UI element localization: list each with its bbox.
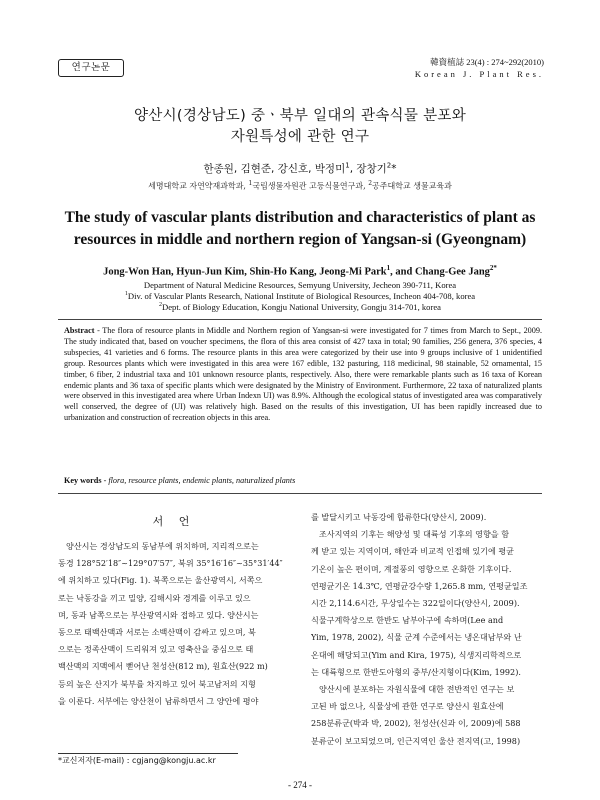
korean-author-sup-a: 1	[345, 161, 350, 170]
english-title-line-1: The study of vascular plants distribution and characteristics of plant as	[64, 209, 536, 226]
body-line: 으로는 정족산맥이 드리워져 있고 영축산을 중심으로 태	[58, 644, 254, 655]
korean-authors	[60, 161, 540, 176]
body-line: 백산맥의 지맥에서 뻗어난 천성산(812 m), 원효산(922 m)	[58, 661, 268, 672]
body-line: 동경 128°52′18″~129°07′57″, 북위 35°16′16″~35°31′44″	[58, 558, 283, 569]
english-affil-text-3: Dept. of Biology Education, Kongju National University, Gongju 314-701, korea	[162, 302, 441, 312]
body-line: 258분류군(박과 박, 2002), 천성산(신과 이, 2009)에 588	[311, 718, 521, 729]
korean-affil-sup-1: 1	[248, 180, 253, 187]
article-type-badge: 연구논문	[58, 59, 124, 77]
english-affiliation-1: Department of Natural Medicine Resources, Semyung University, Jecheon 390-711, Korea	[143, 280, 457, 290]
korean-affiliations	[60, 180, 540, 192]
corresponding-star: *	[391, 163, 397, 175]
body-line: 기온이 높은 편이며, 계절풍의 영향으로 온화한 기후이다.	[311, 563, 512, 574]
body-line: 양산시에 분포하는 자원식물에 대한 전반적인 연구는 보	[319, 684, 515, 695]
body-line: 시간 2,114.6시간, 무상일수는 322일이다(양산시, 2009).	[311, 598, 520, 609]
body-line: 고된 바 없으나, 식물상에 관한 연구로 양산시 원효산에	[311, 701, 504, 712]
korean-affil-1: 세명대학교 자연약재과학과,	[148, 181, 249, 191]
page-number: - 274 -	[288, 780, 312, 790]
english-affil-sup-2: 1	[124, 291, 128, 298]
english-affiliation-3	[60, 302, 540, 312]
english-title-line-2: resources in middle and northern region of Yangsan-si (Gyeongnam)	[73, 231, 527, 248]
footnote-rule	[58, 753, 238, 754]
body-line: 등의 높은 산지가 북부를 차지하고 있어 북고남저의 지형	[58, 678, 256, 689]
abstract-top-rule	[58, 319, 542, 320]
left-column	[58, 538, 294, 710]
body-line: 동으로 태백산맥과 서로는 소백산맥이 감싸고 있으며, 북	[58, 627, 256, 638]
abstract	[64, 326, 542, 424]
body-line: 연평균기온 14.3℃, 연평균강수량 1,265.8 mm, 연평균일조	[311, 580, 528, 591]
english-author-sup-a: 1	[386, 264, 391, 272]
korean-affil-sup-2: 2	[368, 180, 373, 187]
body-line: Yim, 1978, 2002), 식물 군계 수준에서는 냉온대남부와 난	[311, 632, 522, 643]
english-author-sup-b: 2*	[489, 264, 497, 272]
english-author-names-b: , and Chang-Gee Jang	[390, 266, 490, 278]
body-line: 께 받고 있는 지역이며, 해안과 비교적 인접해 있기에 평균	[311, 546, 514, 557]
abstract-text: - The flora of resource plants in Middle and Northern region of Yangsan-si were investigated for 7 times from March to Sept., 2009. The study indicated that, based on voucher specimens, the flora of this area consist of 427 taxa in total; 90 families, 256 genera, 376 species, 4 subspecies, 41 varieties and 6 forms. The resource plants in this area were categorized by their use into 9 groups inclusive of 1 unidentified group. Resources plants which were investigated in this area were 167 edible, 132 pasturing, 118 medicinal, 98 stainable, 52 ornamental, 15 timber, 6 fiber, 2 industrial taxa and 101 unknown resource plants, respectively. Also, there were remarkable plants such as 16 taxa of Korean endemic plants and 36 taxa of specific plants which were designated by the Ministry of Environment. Furthermore, 22 taxa of naturalized plants were observed in this investigated area where Urban Indexn UI) was 8.9%. Although the ecological status of investigated area was comparatively well conserved, the degree of (UI) was relatively high. Based on the results of this investigation, UI has been rapidly increased due to urbanization and construction of recreation objects in this area.	[64, 326, 542, 423]
body-line: 는 대륙형으로 한반도아형의 중부/산지형이다(Kim, 1992).	[311, 666, 521, 677]
body-line: 조사지역의 기후는 해양성 및 대륙성 기후의 영향을 함	[319, 529, 510, 540]
korean-title-line-2: 자원특성에 관한 연구	[230, 129, 370, 145]
keywords-text: - flora, resource plants, endemic plants, naturalized plants	[101, 476, 296, 485]
korean-author-sup-b: 2	[386, 161, 392, 170]
korean-affil-2: 국립생물자원관 고등식물연구과,	[252, 181, 369, 191]
journal-citation: 韓資植誌 23(4) : 274~292(2010)	[430, 57, 544, 67]
english-author-names-a: Jong-Won Han, Hyun-Jun Kim, Shin-Ho Kang, Jeong-Mi Park	[103, 266, 387, 278]
introduction-heading: 서 언	[152, 515, 196, 528]
korean-author-names-a: 한종원, 김현준, 강신호, 박정미	[203, 163, 346, 175]
body-line: 를 발달시키고 낙동강에 합류한다(양산시, 2009).	[311, 512, 487, 522]
corresponding-author-footnote	[58, 755, 216, 766]
keywords-label: Key words	[64, 476, 102, 485]
footnote-label: *교신저자(E-mail)	[58, 756, 125, 765]
body-line: 을 이룬다. 서부에는 양산천이 남류하면서 그 양안에 평야	[58, 695, 259, 706]
journal-name: Korean J. Plant Res.	[414, 69, 544, 79]
english-affil-text-2: Div. of Vascular Plants Research, National Institute of Biological Resources, Incheon 404-708, korea	[127, 291, 476, 301]
korean-title-line-1: 양산시(경상남도) 중ㆍ북부 일대의 관속식물 분포와	[134, 108, 466, 124]
korean-author-names-b: , 장창기	[349, 163, 387, 175]
abstract-label: Abstract	[64, 326, 95, 335]
body-line: 식물구계학상으로 한반도 남부아구에 속하며(Lee and	[311, 615, 504, 626]
body-line: 에 위치하고 있다(Fig. 1). 북쪽으로는 울산광역시, 서쪽으	[58, 575, 263, 586]
abstract-bottom-rule	[58, 493, 542, 494]
korean-affil-3: 공주대학교 생물교육과	[372, 181, 452, 191]
body-line: 양산시는 경상남도의 동남부에 위치하며, 지리적으로는	[66, 541, 259, 551]
body-line: 로는 낙동강을 끼고 밀양, 김해시와 경계를 이루고 있으	[58, 592, 251, 603]
body-line: 온대에 해당되고(Yim and Kira, 1975), 식생지리학적으로	[311, 649, 522, 660]
english-affil-sup-3: 2	[159, 302, 163, 309]
journal-reference	[415, 56, 544, 80]
keywords	[64, 476, 542, 485]
english-affiliation-2	[60, 291, 540, 301]
body-line: 며, 동과 남쪽으로는 부산광역시와 접하고 있다. 양산시는	[58, 609, 259, 620]
english-authors	[60, 264, 540, 278]
footnote-email: : cgjang@kongju.ac.kr	[124, 756, 216, 765]
body-line: 분류군이 보고되었으며, 인근지역인 울산 전지역(고, 1998)	[311, 735, 521, 746]
right-column	[311, 509, 547, 750]
